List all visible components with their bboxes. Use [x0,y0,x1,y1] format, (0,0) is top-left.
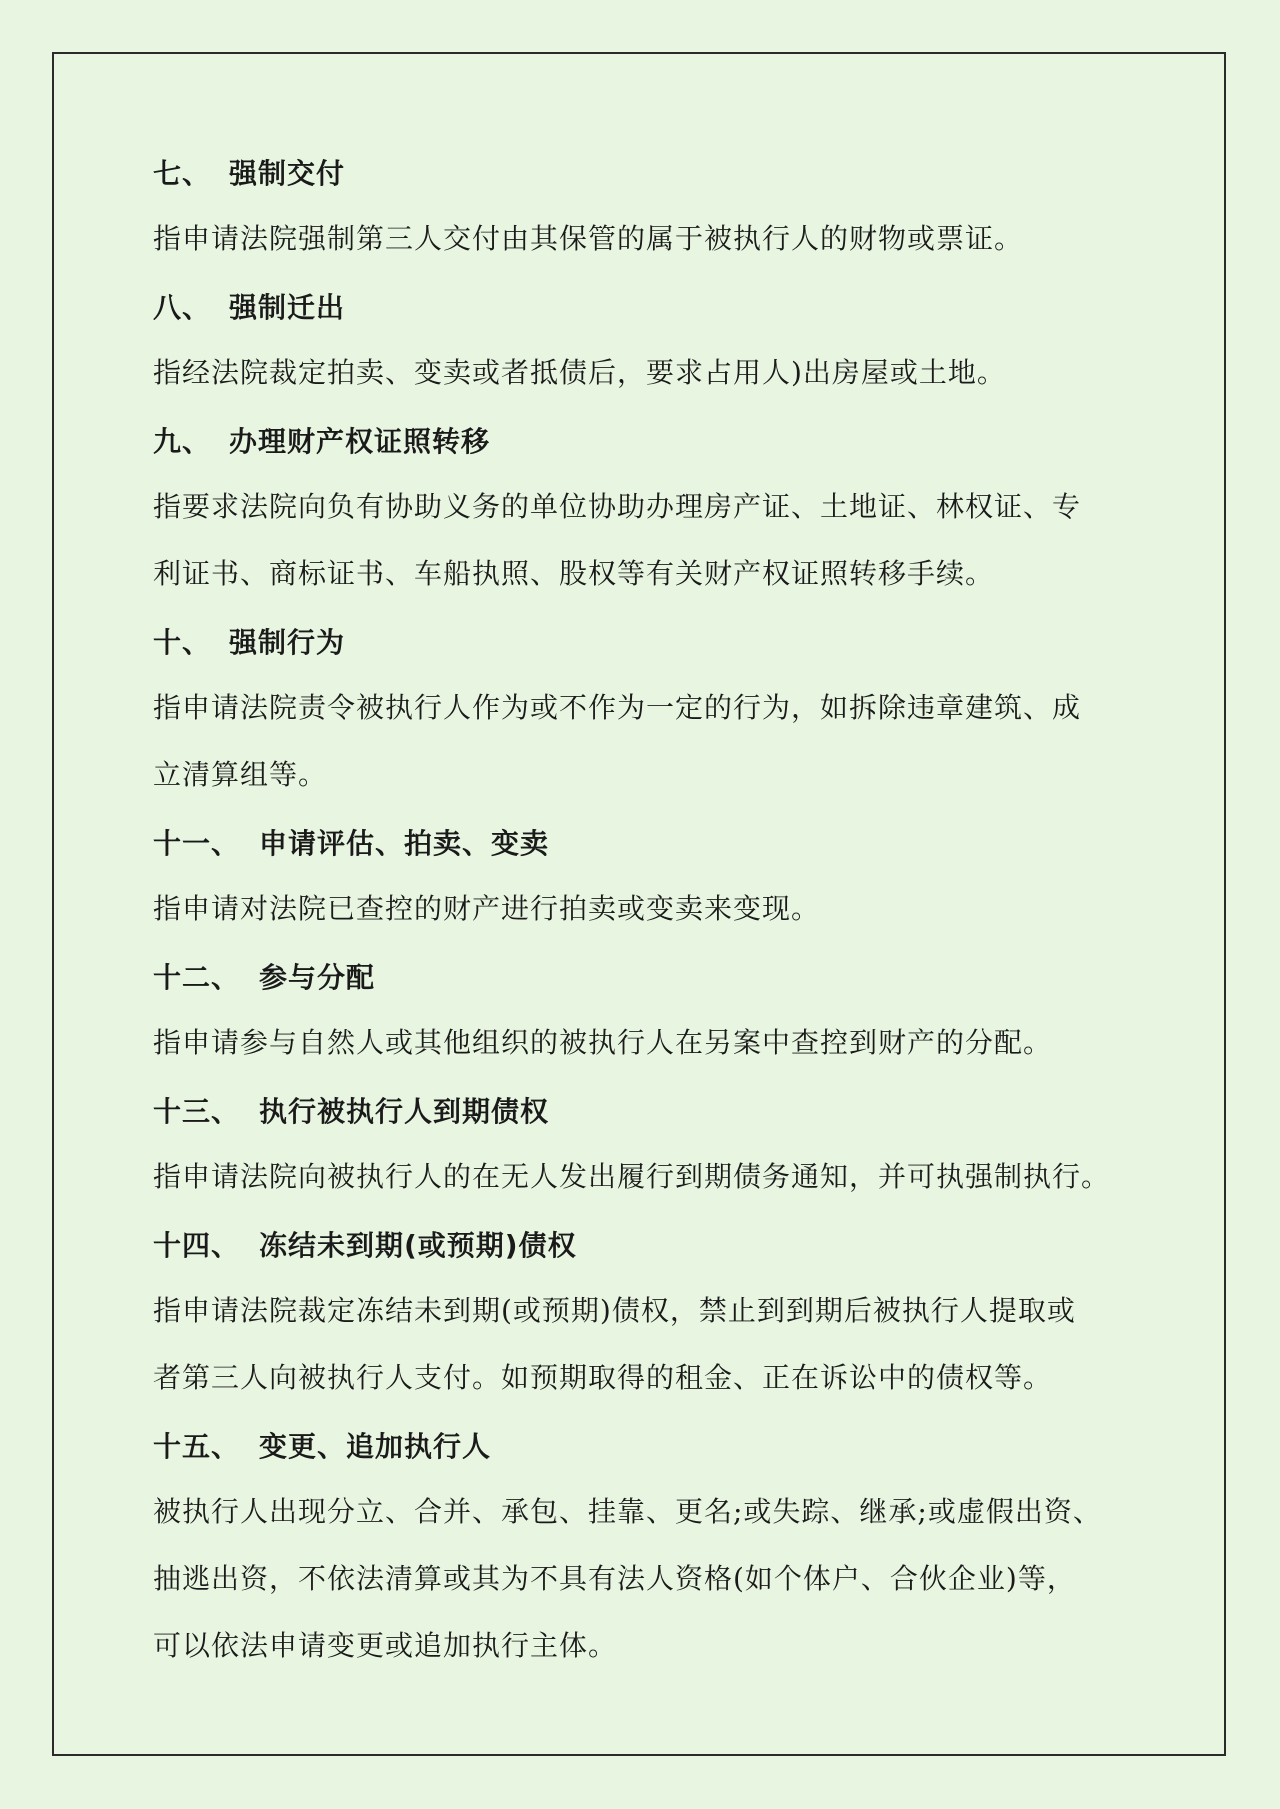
section-heading [153,1411,1143,1478]
section-text [153,473,1143,607]
section-heading [153,406,1143,473]
section-text [153,205,1143,272]
section-number: 十一、 [153,826,241,860]
section-text [153,674,1143,808]
text-line: 指申请法院强制第三人交付由其保管的属于被执行人的财物或票证。 [153,222,1024,255]
text-line: 指经法院裁定拍卖、变卖或者抵债后，要求占用人)出房屋或土地。 [153,356,1006,389]
section-number: 七、 [153,156,212,190]
section-text [153,1009,1143,1076]
section-heading [153,272,1143,339]
section-heading [153,1076,1143,1143]
text-line: 指申请参与自然人或其他组织的被执行人在另案中查控到财产的分配。 [153,1026,1053,1059]
text-line: 指申请法院裁定冻结未到期(或预期)债权，禁止到到期后被执行人提取或 [153,1294,1076,1327]
section-heading [153,942,1143,1009]
section-text [153,1143,1143,1210]
section-text [153,1478,1143,1679]
section-text [153,875,1143,942]
section-number: 十四、 [153,1228,241,1262]
section-title: 参与分配 [259,960,376,994]
document-body [153,138,1143,1679]
section-title: 执行被执行人到期债权 [259,1094,550,1128]
section-title: 变更、追加执行人 [259,1429,492,1463]
section-title: 强制迁出 [229,290,346,324]
section-text [153,339,1143,406]
text-line: 指申请法院责令被执行人作为或不作为一定的行为，如拆除违章建筑、成 [153,691,1082,724]
section-title: 强制交付 [229,156,346,190]
section-number: 十、 [153,625,212,659]
text-line: 可以依法申请变更或追加执行主体。 [153,1629,618,1662]
text-line: 者第三人向被执行人支付。如预期取得的租金、正在诉讼中的债权等。 [153,1361,1053,1394]
text-line: 被执行人出现分立、合并、承包、挂靠、更名;或失踪、继承;或虚假出资、 [153,1495,1102,1528]
section-heading [153,1210,1143,1277]
text-line: 指申请对法院已查控的财产进行拍卖或变卖来变现。 [153,892,821,925]
section-title: 申请评估、拍卖、变卖 [259,826,550,860]
section-number: 八、 [153,290,212,324]
section-heading [153,607,1143,674]
section-title: 冻结未到期(或预期)债权 [259,1228,577,1262]
section-number: 十五、 [153,1429,241,1463]
text-line: 抽逃出资，不依法清算或其为不具有法人资格(如个体户、合伙企业)等， [153,1562,1076,1595]
text-line: 指要求法院向负有协助义务的单位协助办理房产证、土地证、林权证、专 [153,490,1082,523]
section-number: 十三、 [153,1094,241,1128]
text-line: 指申请法院向被执行人的在无人发出履行到期债务通知，并可执强制执行。 [153,1160,1111,1193]
section-text [153,1277,1143,1411]
section-title: 强制行为 [229,625,346,659]
text-line: 利证书、商标证书、车船执照、股权等有关财产权证照转移手续。 [153,557,995,590]
section-number: 九、 [153,424,212,458]
section-heading [153,808,1143,875]
section-title: 办理财产权证照转移 [229,424,491,458]
text-line: 立清算组等。 [153,758,328,791]
section-heading [153,138,1143,205]
section-number: 十二、 [153,960,241,994]
